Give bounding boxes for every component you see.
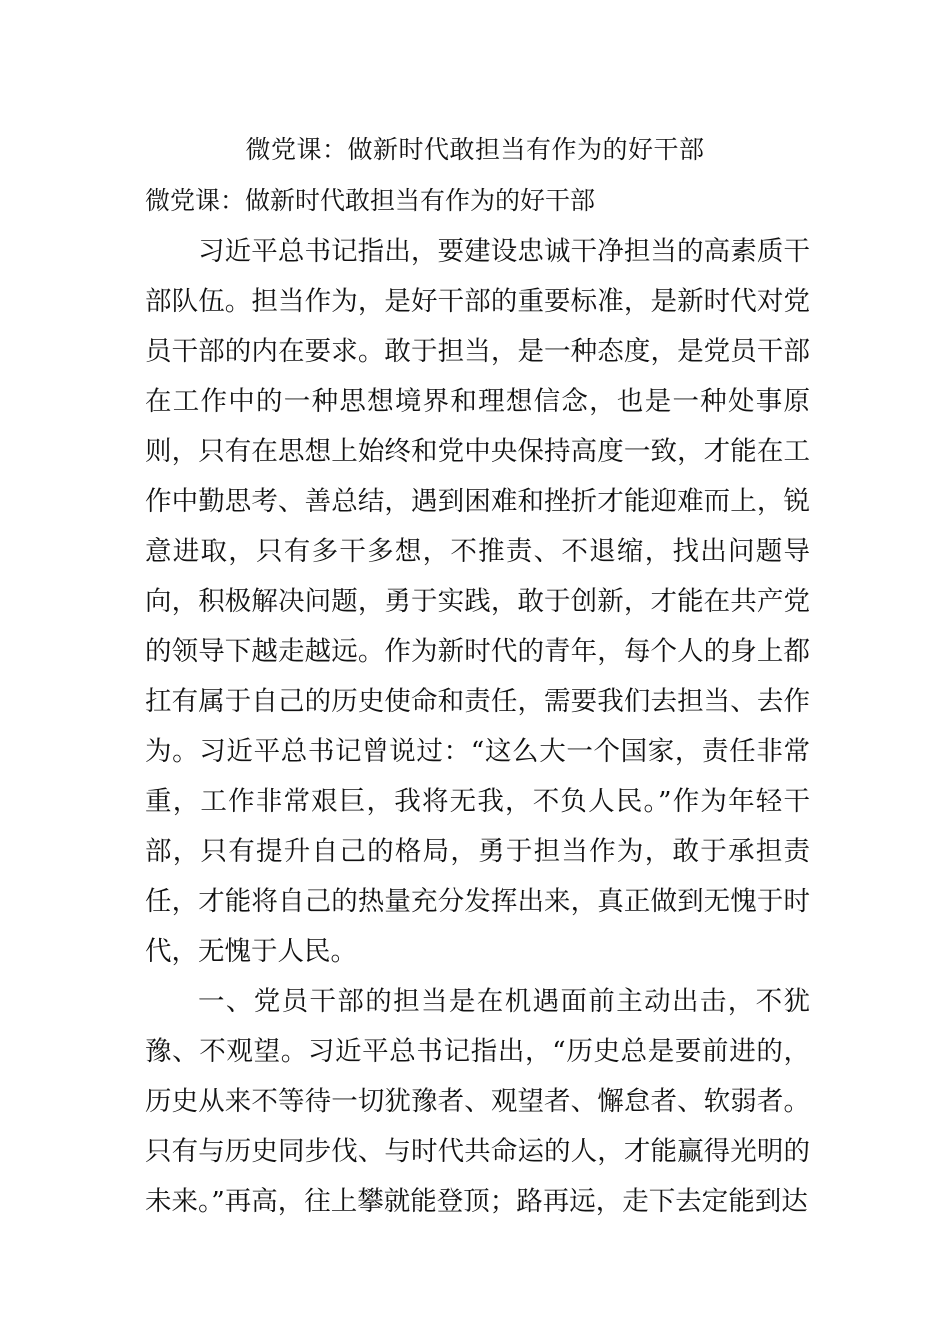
document-subtitle: 微党课：做新时代敢担当有作为的好干部 (145, 186, 596, 215)
paragraph-intro: 习近平总书记指出，要建设忠诚干净担当的高素质干部队伍。担当作为，是好干部的重要标准，是新时代对党员干部的内在要求。敢于担当，是一种态度，是党员干部在工作中的一种思想境界和理想信念，也是一种处事原则，只有在思想上始终和党中央保持高度一致，才能在工作中勤思考、善总结，遇到困难和挫折才能迎难而上，锐意进取，只有多干多想，不推责、不退缩，找出问题导向，积极解决问题，勇于实践，敢于创新，才能在共产党的领导下越走越远。作为新时代的青年，每个人的身上都扛有属于自己的历史使命和责任，需要我们去担当、去作为。习近平总书记曾说过：“这么大一个国家，责任非常重，工作非常艰巨，我将无我，不负人民。”作为年轻干部，只有提升自己的格局，勇于担当作为，敢于承担责任，才能将自己的热量充分发挥出来，真正做到无愧于时代，无愧于人民。 (145, 236, 810, 967)
paragraph-section-one: 一、党员干部的担当是在机遇面前主动出击，不犹豫、不观望。习近平总书记指出，“历史总是要前进的，历史从来不等待一切犹豫者、观望者、懈怠者、软弱者。只有与历史同步伐、与时代共命运的人，才能赢得光明的未来。”再高，往上攀就能登顶；路再远，走下去定能到达 (145, 986, 810, 1217)
document-body (145, 227, 810, 1227)
document-title: 微党课：做新时代敢担当有作为的好干部 (245, 135, 705, 164)
